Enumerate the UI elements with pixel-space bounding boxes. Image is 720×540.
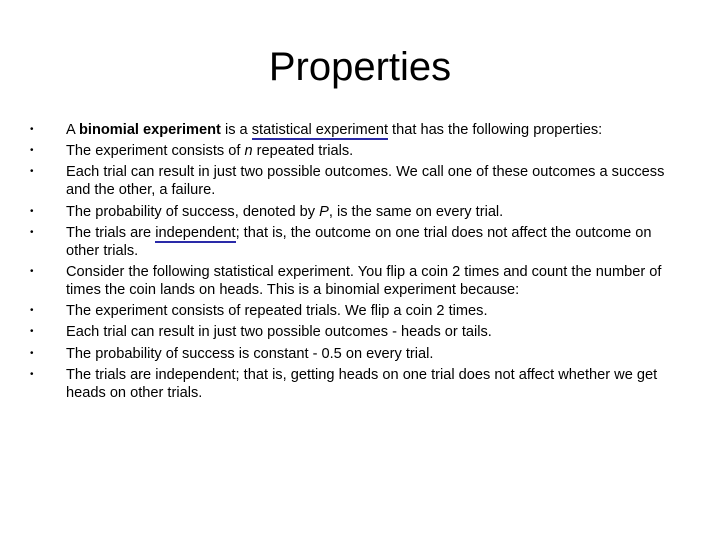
bullet-text: A binomial experiment is a statistical experiment that has the following properties: [66,122,603,138]
bullet-icon: • [30,265,34,277]
bullet-item [28,302,678,320]
bullet-text: The probability of success is constant - 0.5 on every trial. [66,345,434,362]
bullet-text: Each trial can result in just two possible outcomes. We call one of these outcomes a success and the other, a failure. [66,164,665,199]
bullet-item [28,121,678,139]
bullet-item [28,323,678,341]
link-independent[interactable]: independent [155,224,236,241]
bullet-item [28,345,678,363]
bullet-icon: • [30,326,34,338]
term-binomial-experiment: binomial experiment [78,122,221,138]
bullet-text: Consider the following statistical experiment. You flip a coin 2 times and count the number of times the coin lands on heads. This is a binomial experiment because: [66,263,662,298]
bullet-item [28,263,678,299]
link-statistical-experiment[interactable]: statistical experiment [251,122,388,138]
slide-title: Properties [268,45,452,89]
bullet-text: The trials are independent; that is, the outcome on one trial does not affect the outcome on other trials. [66,224,652,259]
bullet-text: Each trial can result in just two possible outcomes - heads or tails. [66,324,492,341]
bullet-icon: • [30,305,34,317]
bullet-text: The trials are independent; that is, getting heads on one trial does not affect whether we get heads on other trials. [66,366,658,401]
bullet-item [28,366,678,402]
bullet-list [28,121,678,405]
variable-p: P [319,203,329,220]
bullet-icon: • [30,145,34,157]
bullet-icon: • [30,368,34,380]
bullet-text: The experiment consists of n repeated trials. [66,143,354,160]
bullet-item [28,163,678,199]
bullet-item [28,224,678,260]
bullet-item [28,142,678,160]
bullet-icon: • [30,347,34,359]
bullet-icon: • [30,205,34,217]
bullet-text: The probability of success, denoted by P, is the same on every trial. [66,203,504,220]
bullet-item [28,203,678,221]
bullet-icon: • [30,166,34,178]
bullet-icon: • [30,124,34,135]
bullet-text: The experiment consists of repeated trials. We flip a coin 2 times. [66,303,488,320]
variable-n: n [244,143,253,160]
bullet-icon: • [30,226,34,238]
